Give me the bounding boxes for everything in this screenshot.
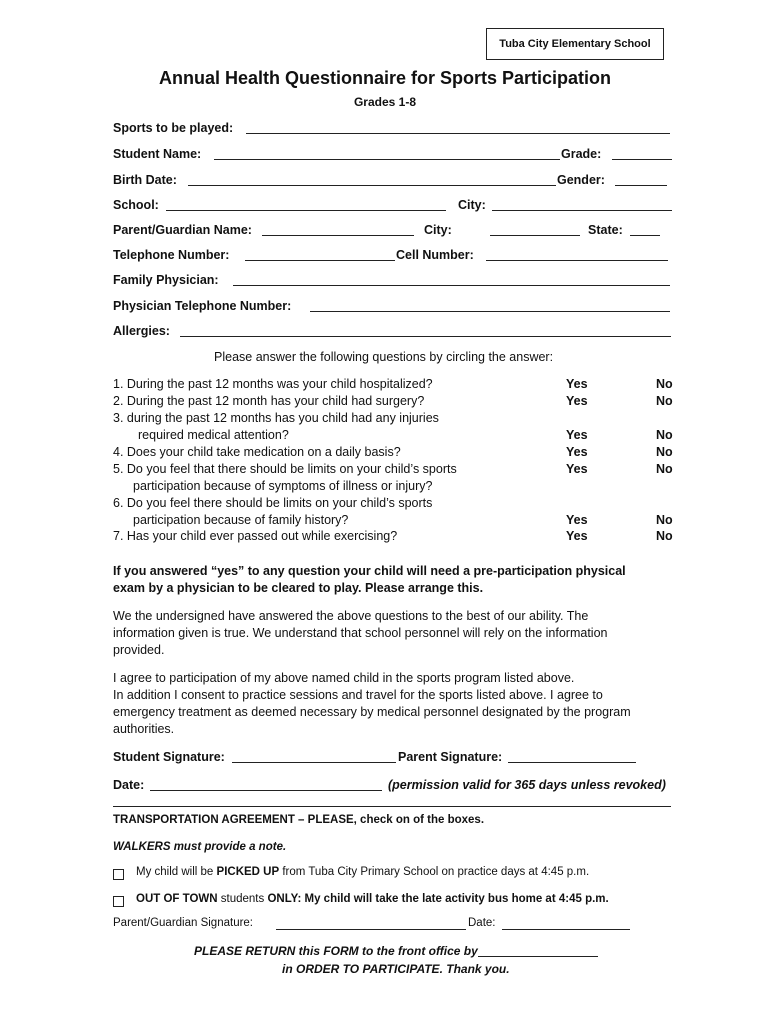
footer-line1: PLEASE RETURN this FORM to the front office by <box>194 944 478 958</box>
question-5-line2: participation because of symptoms of illness or injury? <box>133 479 433 493</box>
consent-line3: emergency treatment as deemed necessary by medical personnel designated by the program <box>113 705 631 719</box>
physician-field[interactable] <box>233 273 670 286</box>
guardian-signature-field[interactable] <box>276 917 466 930</box>
question-3-line1: 3. during the past 12 months has you child had any injuries <box>113 411 439 425</box>
q5-yes[interactable]: Yes <box>566 462 588 476</box>
school-label: School: <box>113 198 159 212</box>
page-title: Annual Health Questionnaire for Sports Participation <box>158 68 612 88</box>
state-label: State: <box>588 223 623 237</box>
pickup-checkbox[interactable] <box>113 869 124 880</box>
consent-line1: I agree to participation of my above named child in the sports program listed above. <box>113 671 575 685</box>
warning-line1: If you answered “yes” to any question your child will need a pre-participation physical <box>113 564 626 578</box>
allergies-label: Allergies: <box>113 324 170 338</box>
question-1: 1. During the past 12 months was your child hospitalized? <box>113 377 433 391</box>
school-name-box <box>486 28 664 60</box>
date-field[interactable] <box>150 778 382 791</box>
physician-phone-label: Physician Telephone Number: <box>113 299 292 313</box>
consent-line4: authorities. <box>113 722 175 736</box>
section-divider <box>113 806 671 807</box>
return-date-field[interactable] <box>478 944 598 957</box>
warning-line2: exam by a physician to be cleared to play. Please arrange this. <box>113 581 484 595</box>
question-6-line2: participation because of family history? <box>133 513 349 527</box>
physician-label: Family Physician: <box>113 273 219 287</box>
q3-no[interactable]: No <box>656 428 673 442</box>
telephone-field[interactable] <box>245 248 395 261</box>
student-signature-field[interactable] <box>232 750 396 763</box>
q3-yes[interactable]: Yes <box>566 428 588 442</box>
sports-field[interactable] <box>246 121 670 134</box>
parent-name-label: Parent/Guardian Name: <box>113 223 252 237</box>
student-name-label: Student Name: <box>113 147 202 161</box>
birth-date-field[interactable] <box>188 173 556 186</box>
guardian-signature-label: Parent/Guardian Signature: <box>113 917 254 929</box>
q2-no[interactable]: No <box>656 394 673 408</box>
parent-signature-field[interactable] <box>508 750 636 763</box>
permission-note: (permission valid for 365 days unless revoked) <box>388 778 666 792</box>
question-4: 4. Does your child take medication on a daily basis? <box>113 445 401 459</box>
transport-heading: TRANSPORTATION AGREEMENT – PLEASE, check on of the boxes. <box>113 814 485 826</box>
q4-yes[interactable]: Yes <box>566 445 588 459</box>
city-label: City: <box>458 198 486 212</box>
consent-line2: In addition I consent to practice sessions and travel for the sports listed above. I agree to <box>113 688 603 702</box>
school-name: Tuba City Elementary School <box>499 38 651 50</box>
bus-checkbox[interactable] <box>113 896 124 907</box>
gender-field[interactable] <box>615 173 667 186</box>
parent-signature-label: Parent Signature: <box>398 750 503 764</box>
question-7: 7. Has your child ever passed out while exercising? <box>113 529 398 543</box>
city-field[interactable] <box>492 198 672 211</box>
grade-label: Grade: <box>561 147 602 161</box>
page-subtitle: Grades 1-8 <box>353 95 417 109</box>
physician-phone-field[interactable] <box>310 299 670 312</box>
cell-field[interactable] <box>486 248 668 261</box>
pickup-option: My child will be PICKED UP from Tuba City Primary School on practice days at 4:45 p.m. <box>136 866 590 878</box>
parent-name-field[interactable] <box>262 223 414 236</box>
agreement-line3: provided. <box>113 643 165 657</box>
q5-no[interactable]: No <box>656 462 673 476</box>
city2-field[interactable] <box>490 223 580 236</box>
sports-label: Sports to be played: <box>113 121 234 135</box>
q4-no[interactable]: No <box>656 445 673 459</box>
q6-no[interactable]: No <box>656 513 673 527</box>
allergies-field[interactable] <box>180 324 671 337</box>
transport-date-label: Date: <box>468 917 496 929</box>
question-5-line1: 5. Do you feel that there should be limits on your child’s sports <box>113 462 457 476</box>
question-6-line1: 6. Do you feel there should be limits on your child’s sports <box>113 496 433 510</box>
school-field[interactable] <box>166 198 446 211</box>
q1-no[interactable]: No <box>656 377 673 391</box>
transport-date-field[interactable] <box>502 917 630 930</box>
walkers-note: WALKERS must provide a note. <box>113 841 287 853</box>
q7-yes[interactable]: Yes <box>566 529 588 543</box>
telephone-label: Telephone Number: <box>113 248 230 262</box>
question-3-line2: required medical attention? <box>138 428 289 442</box>
gender-label: Gender: <box>557 173 605 187</box>
cell-label: Cell Number: <box>396 248 474 262</box>
q7-no[interactable]: No <box>656 529 673 543</box>
question-2: 2. During the past 12 month has your child had surgery? <box>113 394 425 408</box>
footer-line2: in ORDER TO PARTICIPATE. Thank you. <box>282 962 510 976</box>
bus-option: OUT OF TOWN students ONLY: My child will take the late activity bus home at 4:45 p.m. <box>136 893 609 905</box>
agreement-line1: We the undersigned have answered the above questions to the best of our ability. The <box>113 609 589 623</box>
birth-date-label: Birth Date: <box>113 173 177 187</box>
student-signature-label: Student Signature: <box>113 750 225 764</box>
grade-field[interactable] <box>612 147 672 160</box>
instructions: Please answer the following questions by circling the answer: <box>214 350 554 364</box>
q2-yes[interactable]: Yes <box>566 394 588 408</box>
q6-yes[interactable]: Yes <box>566 513 588 527</box>
city2-label: City: <box>424 223 452 237</box>
state-field[interactable] <box>630 223 660 236</box>
student-name-field[interactable] <box>214 147 560 160</box>
agreement-line2: information given is true. We understand that school personnel will rely on the information <box>113 626 608 640</box>
q1-yes[interactable]: Yes <box>566 377 588 391</box>
date-label: Date: <box>113 778 145 792</box>
